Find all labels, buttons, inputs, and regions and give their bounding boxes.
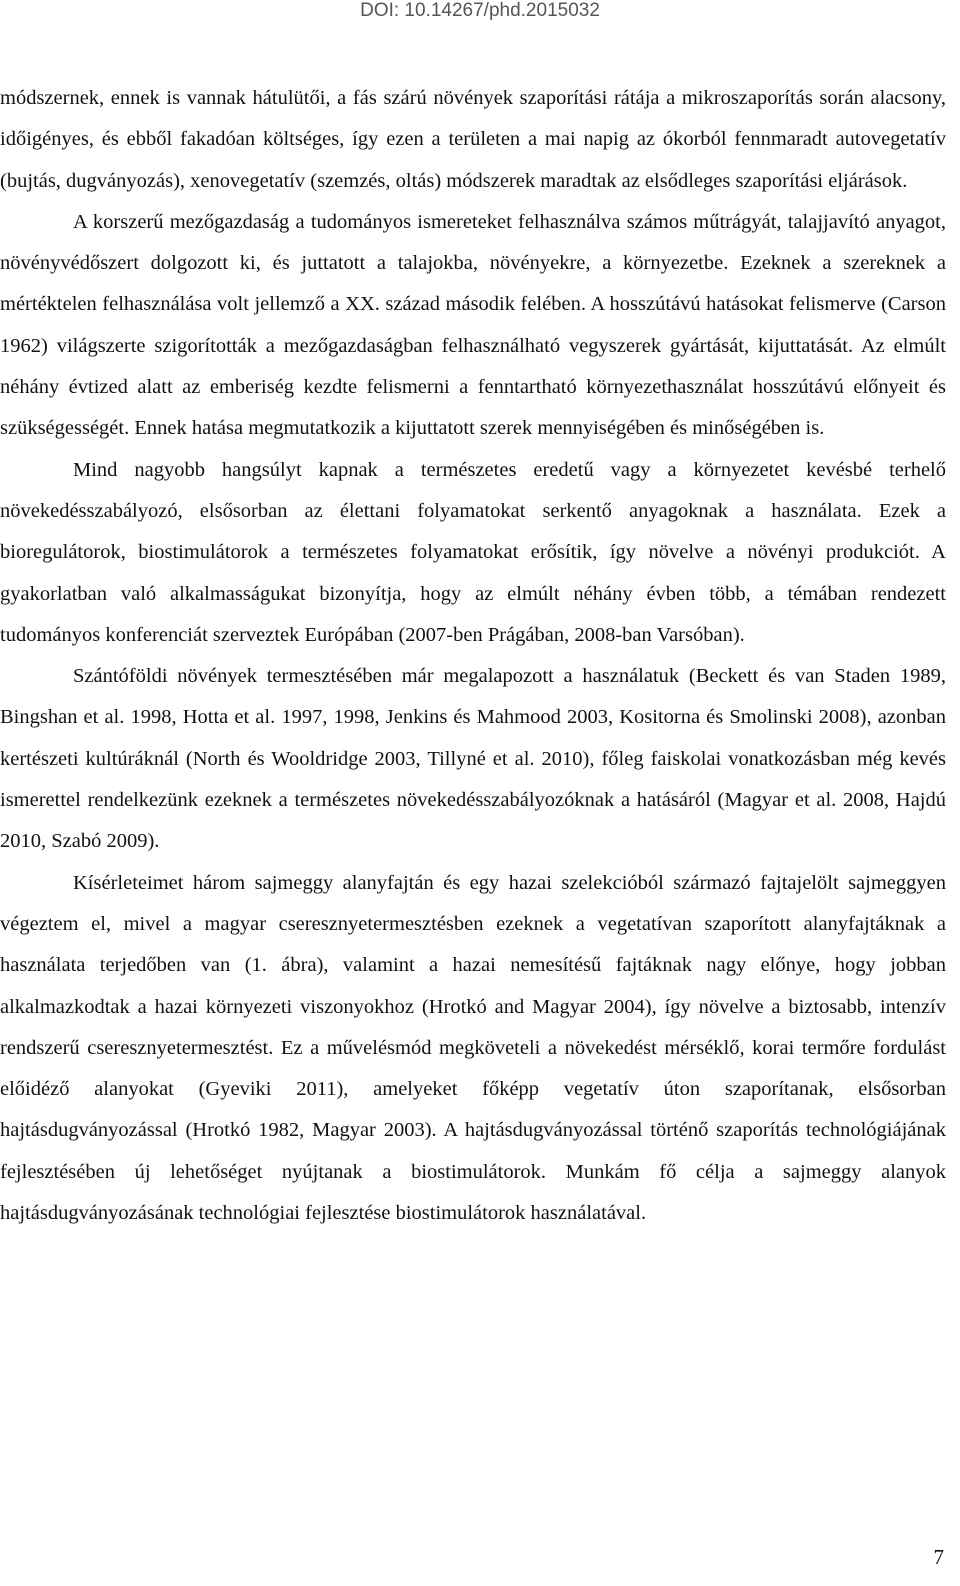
- doi-header: DOI: 10.14267/phd.2015032: [360, 0, 600, 21]
- document-body: [0, 78, 946, 1234]
- paragraph-field-crops: Szántóföldi növények termesztésében már megalapozott a használatuk (Beckett és van Staden 1989, Bingshan et al. 1998, Hotta et al. 1997, 1998, Jenkins és Mahmood 2003, Kositorna és Smolinski 2008), azonban kertészeti kultúráknál (North és Wooldridge 2003, Tillyné et al. 2010), főleg faiskolai vonatkozásban még kevés ismerettel rendelkezünk ezeknek a természetes növekedésszabályozóknak a hatásáról (Magyar et al. 2008, Hajdú 2010, Szabó 2009).: [0, 665, 946, 853]
- paragraph-bioregulators: Mind nagyobb hangsúlyt kapnak a természetes eredetű vagy a környezetet kevésbé terhelő növekedésszabályozó, elsősorban az élettani folyamatokat serkentő anyagoknak a használata. Ezek a bioregulátorok, biostimulátorok a természetes folyamatokat erősítik, így növelve a növényi produkciót. A gyakorlatban való alkalmasságukat bizonyítja, hogy az elmúlt néhány évben több, a témában rendezett tudományos konferenciát szerveztek Európában (2007-ben Prágában, 2008-ban Varsóban).: [0, 458, 946, 646]
- paragraph-experiments: Kísérleteimet három sajmeggy alanyfajtán és egy hazai szelekcióból származó fajtajelölt sajmeggyen végeztem el, mivel a magyar cseresznyetermesztésben ezeknek a vegetatívan szaporított alanyfajtáknak a használata terjedőben van (1. ábra), valamint a hazai nemesítésű fajtáknak nagy előnye, hogy jobban alkalmazkodtak a hazai környezeti viszonyokhoz (Hrotkó and Magyar 2004), így növelve a biztosabb, intenzív rendszerű cseresznyetermesztést. Ez a művelésmód megköveteli a növekedést mérséklő, korai termőre fordulást előidéző alanyokat (Gyeviki 2011), amelyeket főképp vegetatív úton szaporítanak, elsősorban hajtásdugványozással (Hrotkó 1982, Magyar 2003). A hajtásdugványozással történő szaporítás technológiájának fejlesztésében új lehetőséget nyújtanak a biostimulátorok. Munkám fő célja a sajmeggy alanyok hajtásdugványozásának technológiai fejlesztése biostimulátorok használatával.: [0, 871, 946, 1225]
- paragraph-continuation: módszernek, ennek is vannak hátulütői, a fás szárú növények szaporítási rátája a mikroszaporítás során alacsony, időigényes, és ebből fakadóan költséges, így ezen a területen a mai napig az ókorból fennmaradt autovegetatív (bujtás, dugványozás), xenovegetatív (szemzés, oltás) módszerek maradtak az elsődleges szaporítási eljárások.: [0, 87, 946, 192]
- page-number: 7: [933, 1545, 944, 1569]
- paragraph-modern-agriculture: A korszerű mezőgazdaság a tudományos ismereteket felhasználva számos műtrágyát, talajjavító anyagot, növényvédőszert dolgozott ki, és juttatott a talajokba, növényekre, a környezetbe. Ezeknek a szereknek a mértéktelen felhasználása volt jellemző a XX. század második felében. A hosszútávú hatásokat felismerve (Carson 1962) világszerte szigorították a mezőgazdaságban felhasználható vegyszerek gyártását, kijuttatását. Az elmúlt néhány évtized alatt az emberiség kezdte felismerni a fenntartható környezethasználat hosszútávú előnyeit és szükségességét. Ennek hatása megmutatkozik a kijuttatott szerek mennyiségében és minőségében is.: [0, 210, 946, 440]
